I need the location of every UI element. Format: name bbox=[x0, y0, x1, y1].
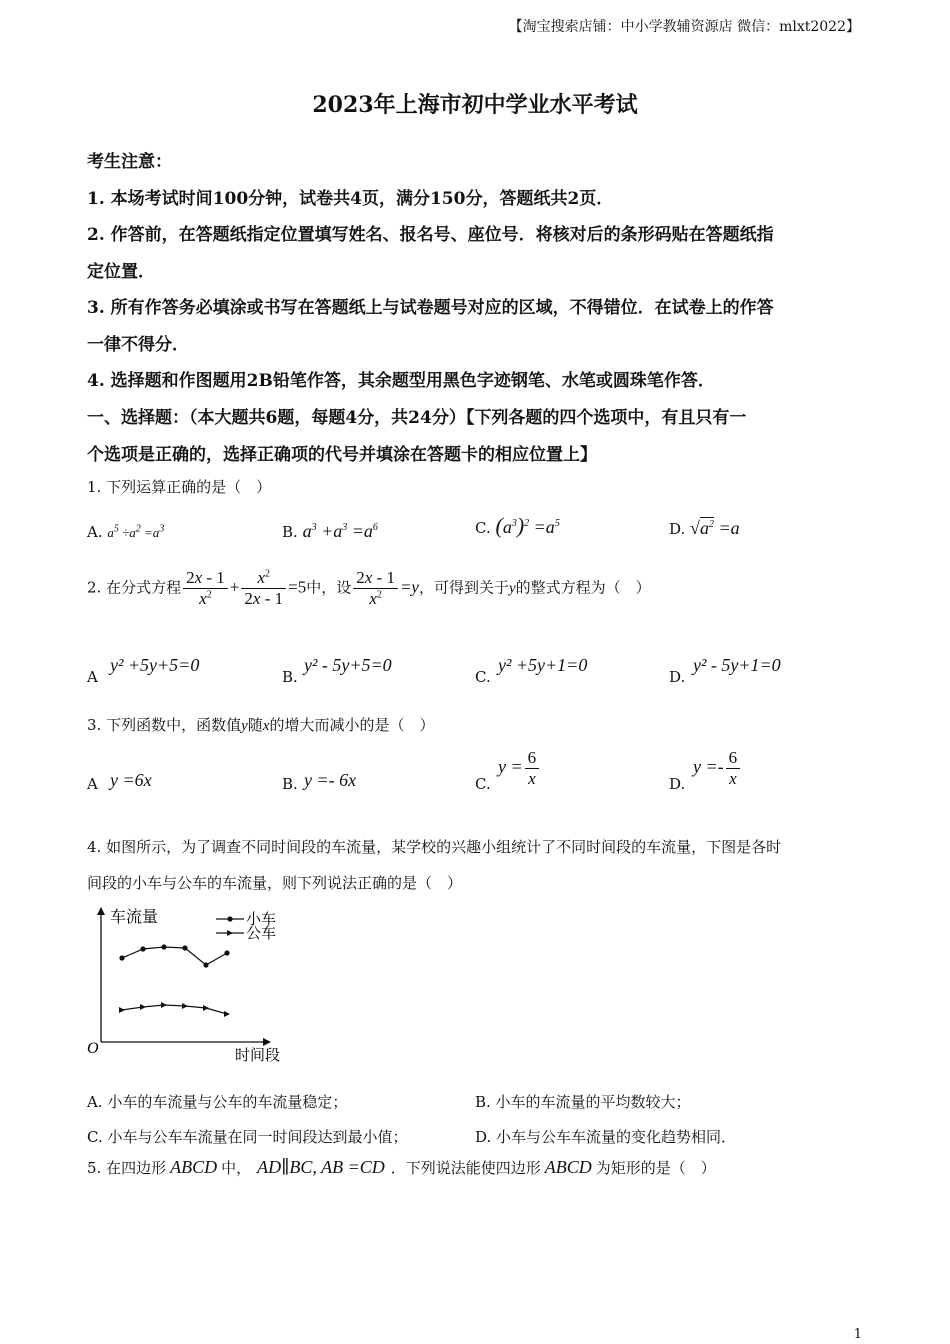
q5-stem-part-3: ．下列说法能使四边形 bbox=[390, 1159, 541, 1177]
note-2-cont: 定位置． bbox=[87, 262, 155, 282]
y-axis-label: 车流量 bbox=[110, 907, 159, 926]
q3-stem-part-1: 3. 下列函数中，函数值 bbox=[87, 716, 242, 734]
origin-label: O bbox=[87, 1040, 99, 1057]
header-note: 【淘宝搜索店铺：中小学教辅资源店 微信：mlxt2022】 bbox=[508, 19, 860, 35]
section-1-heading: 一、选择题：（本大题共6题，每题4分，共24分）【下列各题的四个选项中，有且只有一 bbox=[87, 408, 747, 428]
q3-option-c: y = $\frac{6}{x}$ bbox=[498, 748, 541, 789]
q2-stem: 2. 在分式方程 $\frac{2x - 1}{x^2}$ + $\frac{x^2}{2x - 1}$ =5中，设 $\frac{2x - 1}{x^2}$ =y，可得到关于y的整式方程为（ ） bbox=[87, 568, 651, 608]
q2-label-c: C. bbox=[475, 668, 491, 686]
q3-label-d: D. bbox=[669, 775, 686, 793]
note-3: 3. 所有作答务必填涂或书写在答题纸上与试卷题号对应的区域，不得错位．在试卷上的作答 bbox=[87, 298, 774, 318]
q2-option-c: y² +5y+1=0 bbox=[498, 655, 588, 675]
q1-label-d: D. bbox=[669, 520, 686, 538]
q1-label-a: A. bbox=[87, 523, 103, 541]
q3-stem-part-2: 随 bbox=[247, 716, 263, 734]
series-2-point-3 bbox=[161, 1002, 167, 1008]
q4-stem-line-2: 间段的小车与公车的车流量，则下列说法正确的是（ ） bbox=[87, 874, 463, 892]
q2-var-y: y bbox=[509, 580, 516, 597]
notes-heading: 考生注意： bbox=[87, 152, 172, 172]
series-2-point-4 bbox=[182, 1003, 188, 1009]
q5-stem-part-4: 为矩形的是（ ） bbox=[595, 1159, 716, 1177]
series-line-1 bbox=[122, 947, 227, 965]
x-axis-label: 时间段 bbox=[235, 1046, 281, 1064]
page-title: 2023年上海市初中学业水平考试 bbox=[312, 92, 638, 118]
q5-quad-name-2: ABCD bbox=[544, 1157, 592, 1177]
series-1-point-5 bbox=[203, 962, 208, 967]
q5-stem-part-2: 中， bbox=[221, 1159, 252, 1177]
legend-marker-2 bbox=[227, 930, 233, 936]
series-1-point-3 bbox=[161, 944, 166, 949]
section-1-heading-cont: 个选项是正确的，选择正确项的代号并填涂在答题卡的相应位置上】 bbox=[87, 445, 597, 465]
q2-fraction-3: $\frac{2x - 1}{x^2}$ bbox=[353, 568, 398, 609]
q3-stem bbox=[87, 714, 434, 735]
q4-option-c: C. 小车与公车车流量在同一时间段达到最小值； bbox=[87, 1128, 408, 1146]
q3-var-x: x bbox=[262, 718, 270, 734]
q3-label-c: C. bbox=[475, 775, 491, 793]
q3-option-a: y =6x bbox=[110, 770, 152, 790]
q1-label-c: C. bbox=[475, 519, 491, 537]
series-2-point-6 bbox=[224, 1011, 230, 1017]
q2-option-d: y² - 5y+1=0 bbox=[693, 655, 781, 675]
q5-condition: AD∥BC, AB =CD bbox=[257, 1157, 385, 1177]
series-2-point-2 bbox=[140, 1004, 146, 1010]
series-1-point-4 bbox=[182, 945, 187, 950]
q2-stem-mid: 中，设 bbox=[306, 578, 352, 597]
q4-option-a: A. 小车的车流量与公车的车流量稳定； bbox=[87, 1093, 348, 1111]
legend-label-2: 公车 bbox=[246, 924, 277, 942]
q4-option-d: D. 小车与公车车流量的变化趋势相同． bbox=[475, 1128, 737, 1146]
note-3-cont: 一律不得分． bbox=[87, 335, 189, 355]
q1-option-c: C. $(a^3)^2 =a^5$ bbox=[475, 513, 560, 538]
q2-stem-end: 的整式方程为（ ） bbox=[515, 578, 651, 597]
q2-stem-prefix: 2. 在分式方程 bbox=[87, 578, 182, 597]
q3-stem-part-3: 的增大而减小的是（ ） bbox=[269, 716, 435, 734]
series-1-point-6 bbox=[224, 950, 229, 955]
legend-label-1: 小车 bbox=[246, 910, 277, 928]
series-2-point-1 bbox=[119, 1007, 125, 1013]
series-2-point-5 bbox=[203, 1005, 209, 1011]
q2-stem-suffix: ，可得到关于 bbox=[418, 578, 509, 597]
q4-stem-line-1: 4. 如图所示，为了调查不同时间段的车流量，某学校的兴趣小组统计了不同时间段的车流量，下图是各时 bbox=[87, 838, 782, 856]
q1-label-b: B. bbox=[282, 523, 298, 541]
q1-option-d: D. $√a^2 =a$ bbox=[669, 518, 740, 538]
q5-quad-name: ABCD bbox=[170, 1157, 218, 1177]
q2-fraction-2: $\frac{x^2}{2x - 1}$ bbox=[241, 568, 286, 609]
legend-marker-1 bbox=[227, 916, 232, 921]
q2-label-a: A bbox=[87, 668, 98, 686]
series-1-point-1 bbox=[119, 955, 124, 960]
series-line-2 bbox=[122, 1005, 227, 1014]
q5-stem-part-1: 5. 在四边形 bbox=[87, 1159, 167, 1177]
q4-option-b: B. 小车的车流量的平均数较大； bbox=[475, 1093, 691, 1111]
note-2: 2. 作答前，在答题纸指定位置填写姓名、报名号、座位号．将核对后的条形码贴在答题纸指 bbox=[87, 225, 774, 245]
q2-label-b: B. bbox=[282, 668, 298, 686]
q3-option-b: y =- 6x bbox=[304, 770, 357, 790]
page-number: 1 bbox=[853, 1327, 862, 1342]
q3-label-a: A bbox=[87, 775, 98, 793]
q3-var-y: y bbox=[241, 718, 248, 734]
q2-label-d: D. bbox=[669, 668, 686, 686]
q1-stem: 1. 下列运算正确的是（ ） bbox=[87, 478, 272, 496]
note-4: 4. 选择题和作图题用2B铅笔作答，其余题型用黑色字迹钢笔、水笔或圆珠笔作答． bbox=[87, 371, 715, 391]
q2-option-a: y² +5y+5=0 bbox=[110, 655, 200, 675]
q2-fraction-1: $\frac{2x - 1}{x^2}$ bbox=[183, 568, 228, 609]
q2-option-b: y² - 5y+5=0 bbox=[304, 655, 392, 675]
note-1: 1. 本场考试时间100分钟，试卷共4页，满分150分，答题纸共2页． bbox=[87, 189, 614, 209]
q1-option-b: B. $a^3 +a^3 =a^6$ bbox=[282, 521, 378, 541]
q1-option-a: A. $a^5 \div a^2 =a^3$ bbox=[87, 523, 165, 541]
traffic-chart bbox=[80, 900, 320, 1070]
q5-stem bbox=[87, 1157, 716, 1178]
q3-label-b: B. bbox=[282, 775, 298, 793]
q3-option-d: y =- $\frac{6}{x}$ bbox=[693, 748, 742, 789]
series-1-point-2 bbox=[140, 946, 145, 951]
